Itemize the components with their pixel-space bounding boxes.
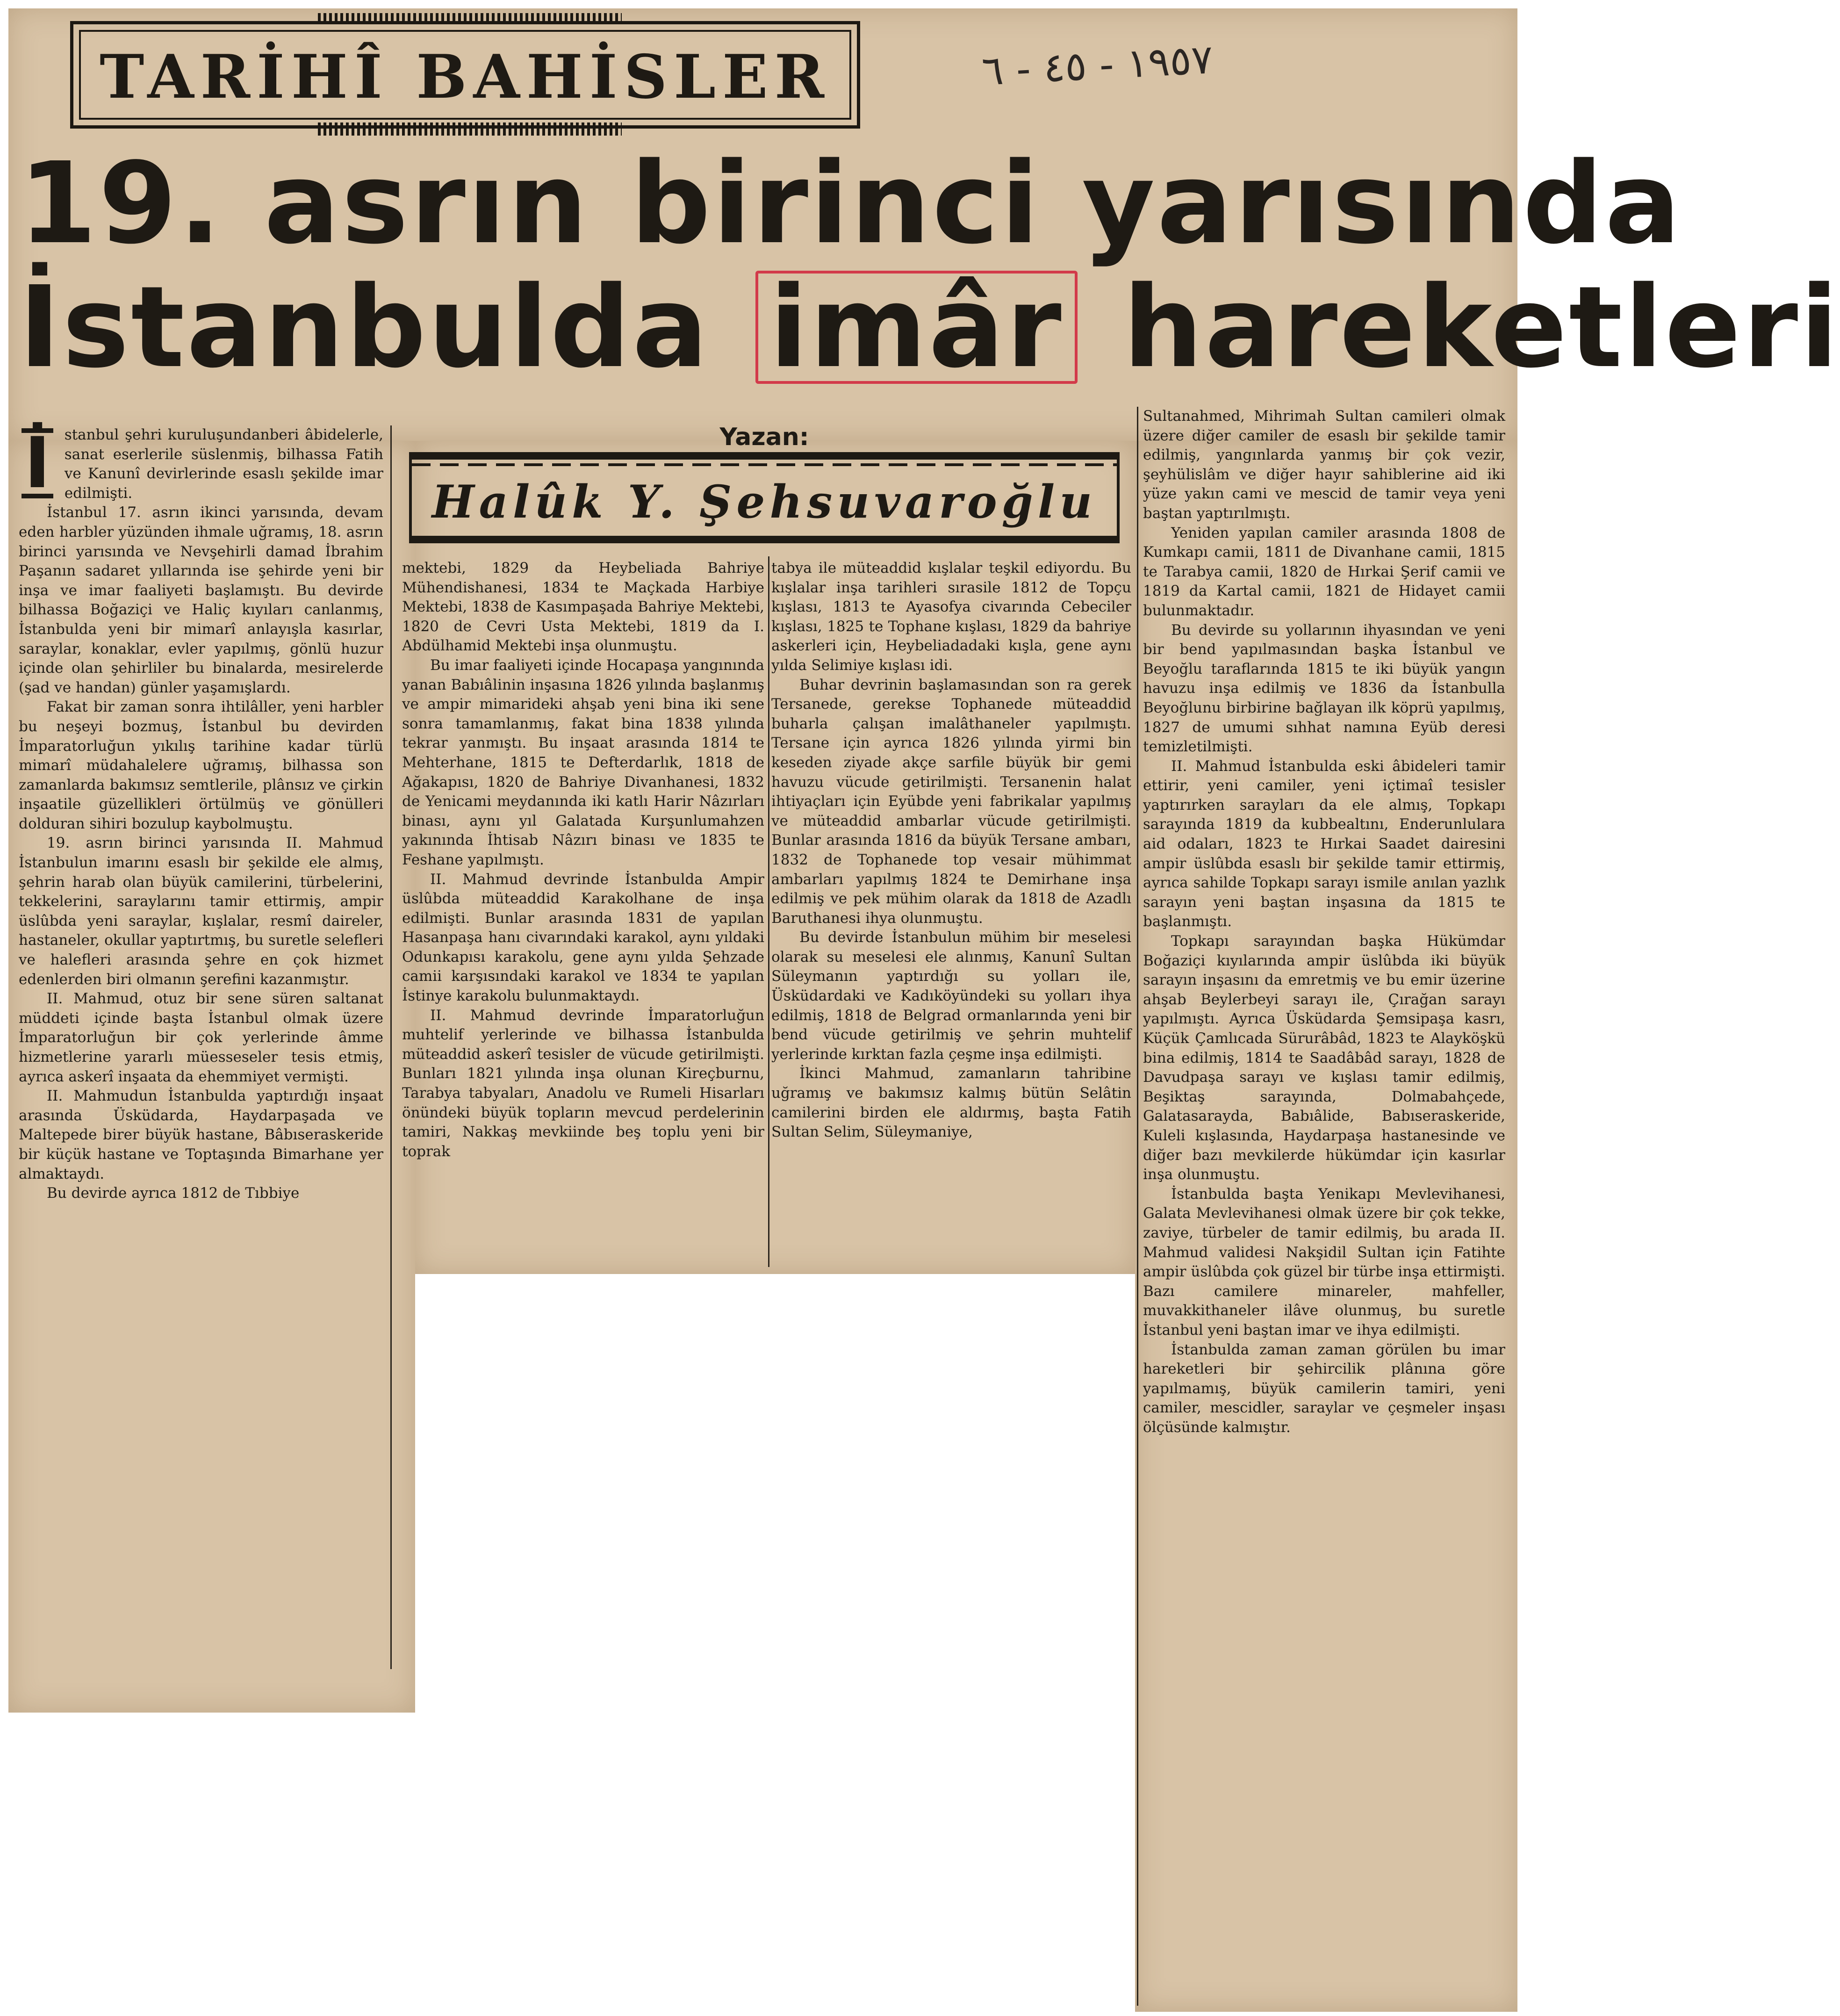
- headline-line-1: 19. asrın birinci yarısında: [19, 138, 1682, 269]
- section-title: TARİHÎ BAHİSLER: [100, 42, 831, 112]
- section-header-box: [70, 21, 860, 129]
- paragraph: II. Mahmud devrinde İstanbulda Ampir üslûbda müteaddid Karakolhane de inşa edilmişti. Bunlar arasında 1831 de yapılan Hasanpaşa hanı civarındaki karakol, aynı yıldaki Odunkapısı karakolu, gene aynı yılda Şehzade camii karşısındaki karakol ve 1834 te yapılan İstinye karakolu bulunmaktaydı.: [402, 871, 764, 1005]
- article-column-3: [771, 559, 1131, 1269]
- author-name: Halûk Y. Şehsuvaroğlu: [431, 475, 1097, 528]
- paragraph: II. Mahmud, otuz bir sene süren saltanat müddeti içinde başta İstanbul olmak üzere İmparatorluğun bir çok yerlerinde âmme hizmetlerine yararlı müesseseler tesis etmiş, ayrıca askerî inşaata da ehemmiyet vermişti.: [19, 990, 383, 1085]
- paragraph: Bu devirde su yollarının ihyasından ve yeni bir bend yapılmasından başka İstanbul ve Beyoğlu taraflarında 1815 te iki büyük yangın havuzu inşa edilmiş ve 1836 da İstanbulla Beyoğlunu birbirine bağlayan ilk köprü yapılmış, 1827 de umumi sıhhat namına Eyüb deresi temizletilmişti.: [1143, 621, 1505, 756]
- paragraph: İ stanbul şehri kuruluşundanberi âbidelerle, sanat eserlerile süslenmiş, bilhassa Fatih ve Kanunî devirlerinde esaslı şekilde imar edilmişti.: [19, 425, 383, 503]
- byline-block: [409, 423, 1120, 549]
- header-ornament-bottom: [318, 122, 622, 136]
- paragraph: mektebi, 1829 da Heybeliada Bahriye Mühendishanesi, 1834 te Maçkada Harbiye Mektebi, 1838 de Kasımpaşada Bahriye Mektebi, 1820 de Cevri Usta Mektebi, 1819 da I. Abdülhamid Mektebi inşa olunmuştu.: [402, 560, 764, 655]
- paragraph: II. Mahmudun İstanbulda yaptırdığı inşaat arasında Üsküdarda, Haydarpaşada ve Maltepede birer büyük hastane, Bâbıseraskeride bir küçük hastane ve Toptaşında Bimarhane yer almaktaydı.: [19, 1087, 383, 1182]
- paragraph: Yeniden yapılan camiler arasında 1808 de Kumkapı camii, 1811 de Divanhane camii, 1815 te Tarabya camii, 1820 de Hırkai Şerif camii ve 1819 da Kartal camii, 1821 de Hidayet camii bulunmaktadır.: [1143, 524, 1505, 619]
- article-column-4: [1143, 407, 1505, 1996]
- headline-word-hareketleri: hareketleri: [1123, 262, 1840, 393]
- paragraph: II. Mahmud devrinde İmparatorluğun muhtelif yerlerinde ve bilhassa İstanbulda müteaddid askerî tesisler de vücude getirilmişti. Bunları 1821 yılında inşa olunan Kireçburnu, Tarabya tabyaları, Anadolu ve Rumeli Hisarları önündeki büyük topların mevcud perdelerinin tamiri, Nakkaş mevkiinde beş toplu yeni bir toprak: [402, 1007, 764, 1160]
- paragraph: Bu devirde ayrıca 1812 de Tıbbiye: [47, 1185, 300, 1202]
- headline-word-istanbulda: İstanbulda: [19, 262, 710, 393]
- article-column-2: [402, 559, 764, 1269]
- headline-boxed-word: imâr: [755, 271, 1078, 384]
- column-rule-2: [768, 556, 769, 1267]
- drop-cap: İ: [22, 428, 53, 498]
- byline-label: Yazan:: [719, 423, 809, 451]
- column-rule-1: [390, 425, 392, 1669]
- paragraph: Fakat bir zaman sonra ihtilâller, yeni harbler bu neşeyi bozmuş, İstanbul bu devirden İmparatorluğun yıkılış tarihine kadar türlü mimarî müdahalelere uğramış, bilhassa son zamanlarda bakımsız semtlerile, plânsız ve çirkin inşaatile güzellikleri örtülmüş ve gönülleri dolduran sihiri bozulup kaybolmuştu.: [19, 698, 383, 832]
- paragraph: tabya ile müteaddid kışlalar teşkil ediyordu. Bu kışlalar inşa tarihleri sırasile 1812 de Topçu kışlası, 1813 te Ayasofya civarında Cebeciler kışlası, 1825 te Tophane kışlası, 1829 da bahriye askerleri için, Heybeliadadaki kışla, gene aynı yılda Selimiye kışlası idi.: [771, 560, 1131, 674]
- paragraph: 19. asrın birinci yarısında II. Mahmud İstanbulun imarını esaslı bir şekilde ele almış, şehrin harab olan büyük camilerini, türbelerini, tekkelerini, saraylarını tamir ettirmiş, ampir üslûbda yeni saraylar, kışlalar, resmî daireler, hastaneler, okullar yaptırtmış, bu suretle selefleri ve halefleri arasında şehre en çok hizmet edenlerden biri olmanın şerefini kazanmıştır.: [19, 835, 383, 988]
- paragraph: Bu imar faaliyeti içinde Hocapaşa yangınında yanan Babıâlinin inşasına 1826 yılında başlanmış ve ampir mimarideki ahşab yeni bina iki sene sonra tamamlanmış, fakat bina 1838 yılında tekrar yanmıştı. Bu inşaat arasında 1814 te Mehterhane, 1815 te Defterdarlık, 1818 de Ağakapısı, 1820 de Bahriye Divanhanesi, 1832 de Yenicami meydanında iki katlı Harir Nâzırları binası, aynı yıl Galatada Kurşunlumahzen yakınında İhtisab Nâzırı binası ve 1835 te Feshane yapılmıştı.: [402, 656, 764, 868]
- paragraph: Sultanahmed, Mihrimah Sultan camileri olmak üzere diğer camiler de esaslı bir şekilde tamir edilmiş, yangınlarda yanmış bir çok vezir, şeyhülislâm ve diğer hayır sahiblerine aid iki yüze yakın cami ve mescid de tamir veya yeni baştan yaptırılmıştı.: [1143, 408, 1505, 522]
- article-column-1: [19, 425, 383, 1678]
- paragraph: Buhar devrinin başlamasından son ra gerek Tersanede, gerekse Tophanede müteaddid buharla çalışan imalâthaneler yapılmıştı. Tersane için ayrıca 1826 yılında yirmi bin keseden ziyade akçe sarfile büyük bir gemi havuzu vücude getirilmişti. Tersanenin halat ihtiyaçları için Eyübde yeni fabrikalar yapılmış ve müteaddid ambarlar vücude getirilmişti. Bunlar arasında 1816 da büyük Tersane ambarı, 1832 de Tophanede top vesair mühimmat ambarları yapılmış 1824 te Demirhane inşa edilmiş ve pek mühim olarak da 1818 de Azadlı Baruthanesi ihya olunmuştu.: [771, 676, 1131, 927]
- headline-line-2: [19, 262, 1840, 393]
- paragraph: Topkapı sarayından başka Hükümdar Boğaziçi kıyılarında ampir üslûbda iki büyük sarayın inşasını da emretmiş ve bu emir üzerine ahşab Beylerbeyi sarayı ile, Çırağan sarayı yapılmıştı. Ayrıca Üsküdarda Şemsipaşa kasrı, Küçük Çamlıcada Sürurâbâd, 1823 te Alayköşkü bina edilmiş, 1814 te Saadâbâd sarayı, 1828 de Davudpaşa sarayı ve kışlası tamir edilmiş, Beşiktaş sarayında, Dolmabahçede, Galatasarayda, Babıâlide, Babıseraskeride, Kuleli kışlasında, Haydarpaşa hastanesinde ve diğer bazı mevkilerde hükümdar için kasırlar inşa olunmuştu.: [1143, 933, 1505, 1183]
- paragraph: İstanbulda başta Yenikapı Mevlevihanesi, Galata Mevlevihanesi olmak üzere bir çok tekke, zaviye, türbeler de tamir edilmiş, bu arada II. Mahmud validesi Nakşidil Sultan için Fatihte ampir üslûbda çok güzel bir türbe inşa ettirmişti. Bazı camilere minareler, mahfeller, muvakkithaneler ilâve olunmuş, bu suretle İstanbul yeni baştan imar ve ihya edilmişti.: [1143, 1185, 1505, 1339]
- paragraph: İstanbulda zaman zaman görülen bu imar hareketleri bir şehircilik plânına göre yapılmamış, büyük camilerin tamiri, yeni camiler, mescidler, saraylar ve çeşmeler inşası ölçüsünde kalmıştır.: [1143, 1341, 1505, 1436]
- paragraph: II. Mahmud İstanbulda eski âbideleri tamir ettirir, yeni camiler, yeni içtimaî tesisler yaptırırken sarayları da ele almış, Topkapı sarayında 1819 da kubbealtını, Enderunlulara aid odaları, 1823 te Hırkai Saadet dairesini ampir üslûbda esaslı bir şekilde tamir ettirmiş, ayrıca sahilde Topkapı sarayı ismile anılan yazlık sarayın yeni baştan inşasına da 1815 te başlanmıştı.: [1143, 757, 1505, 930]
- paragraph: Bu devirde İstanbulun mühim bir meselesi olarak su meselesi ele alınmış, Kanunî Sultan Süleymanın yaptırdığı su yolları ile, Üsküdardaki ve Kadıköyündeki su yolları ihya edilmiş, 1818 de Belgrad ormanlarında yeni bir bend vücude getirilmiş ve şehrin muhtelif yerlerinde kırktan fazla çeşme inşa edilmişti.: [771, 929, 1131, 1063]
- paragraph: İkinci Mahmud, zamanların tahribine uğramış ve bakımsız kalmış bütün Selâtin camilerini birden ele aldırmış, başta Fatih Sultan Selim, Süleymaniye,: [771, 1065, 1131, 1141]
- handwritten-date-note: ١٩٥٧ - ٤٥ - ٦: [980, 36, 1215, 95]
- paragraph: İstanbul 17. asrın ikinci yarısında, devam eden harbler yüzünden ihmale uğramış, 18. asrın birinci yarısında ve Nevşehirli damad İbrahim Paşanın sadaret yıllarında ise şehirde yeni bir inşa ve imar faaliyeti başlamıştı. Bu devirde bilhassa Boğaziçi ve Haliç kıyıları canlanmış, İstanbulda yeni bir mimarî anlayışla kasırlar, saraylar, konaklar, evler yapılmış, gönlü huzur içinde olan şehirliler bu binalarda, mesirelerde (şad ve handan) günler yaşamışlardı.: [19, 504, 383, 696]
- column-rule-3: [1137, 407, 1138, 2006]
